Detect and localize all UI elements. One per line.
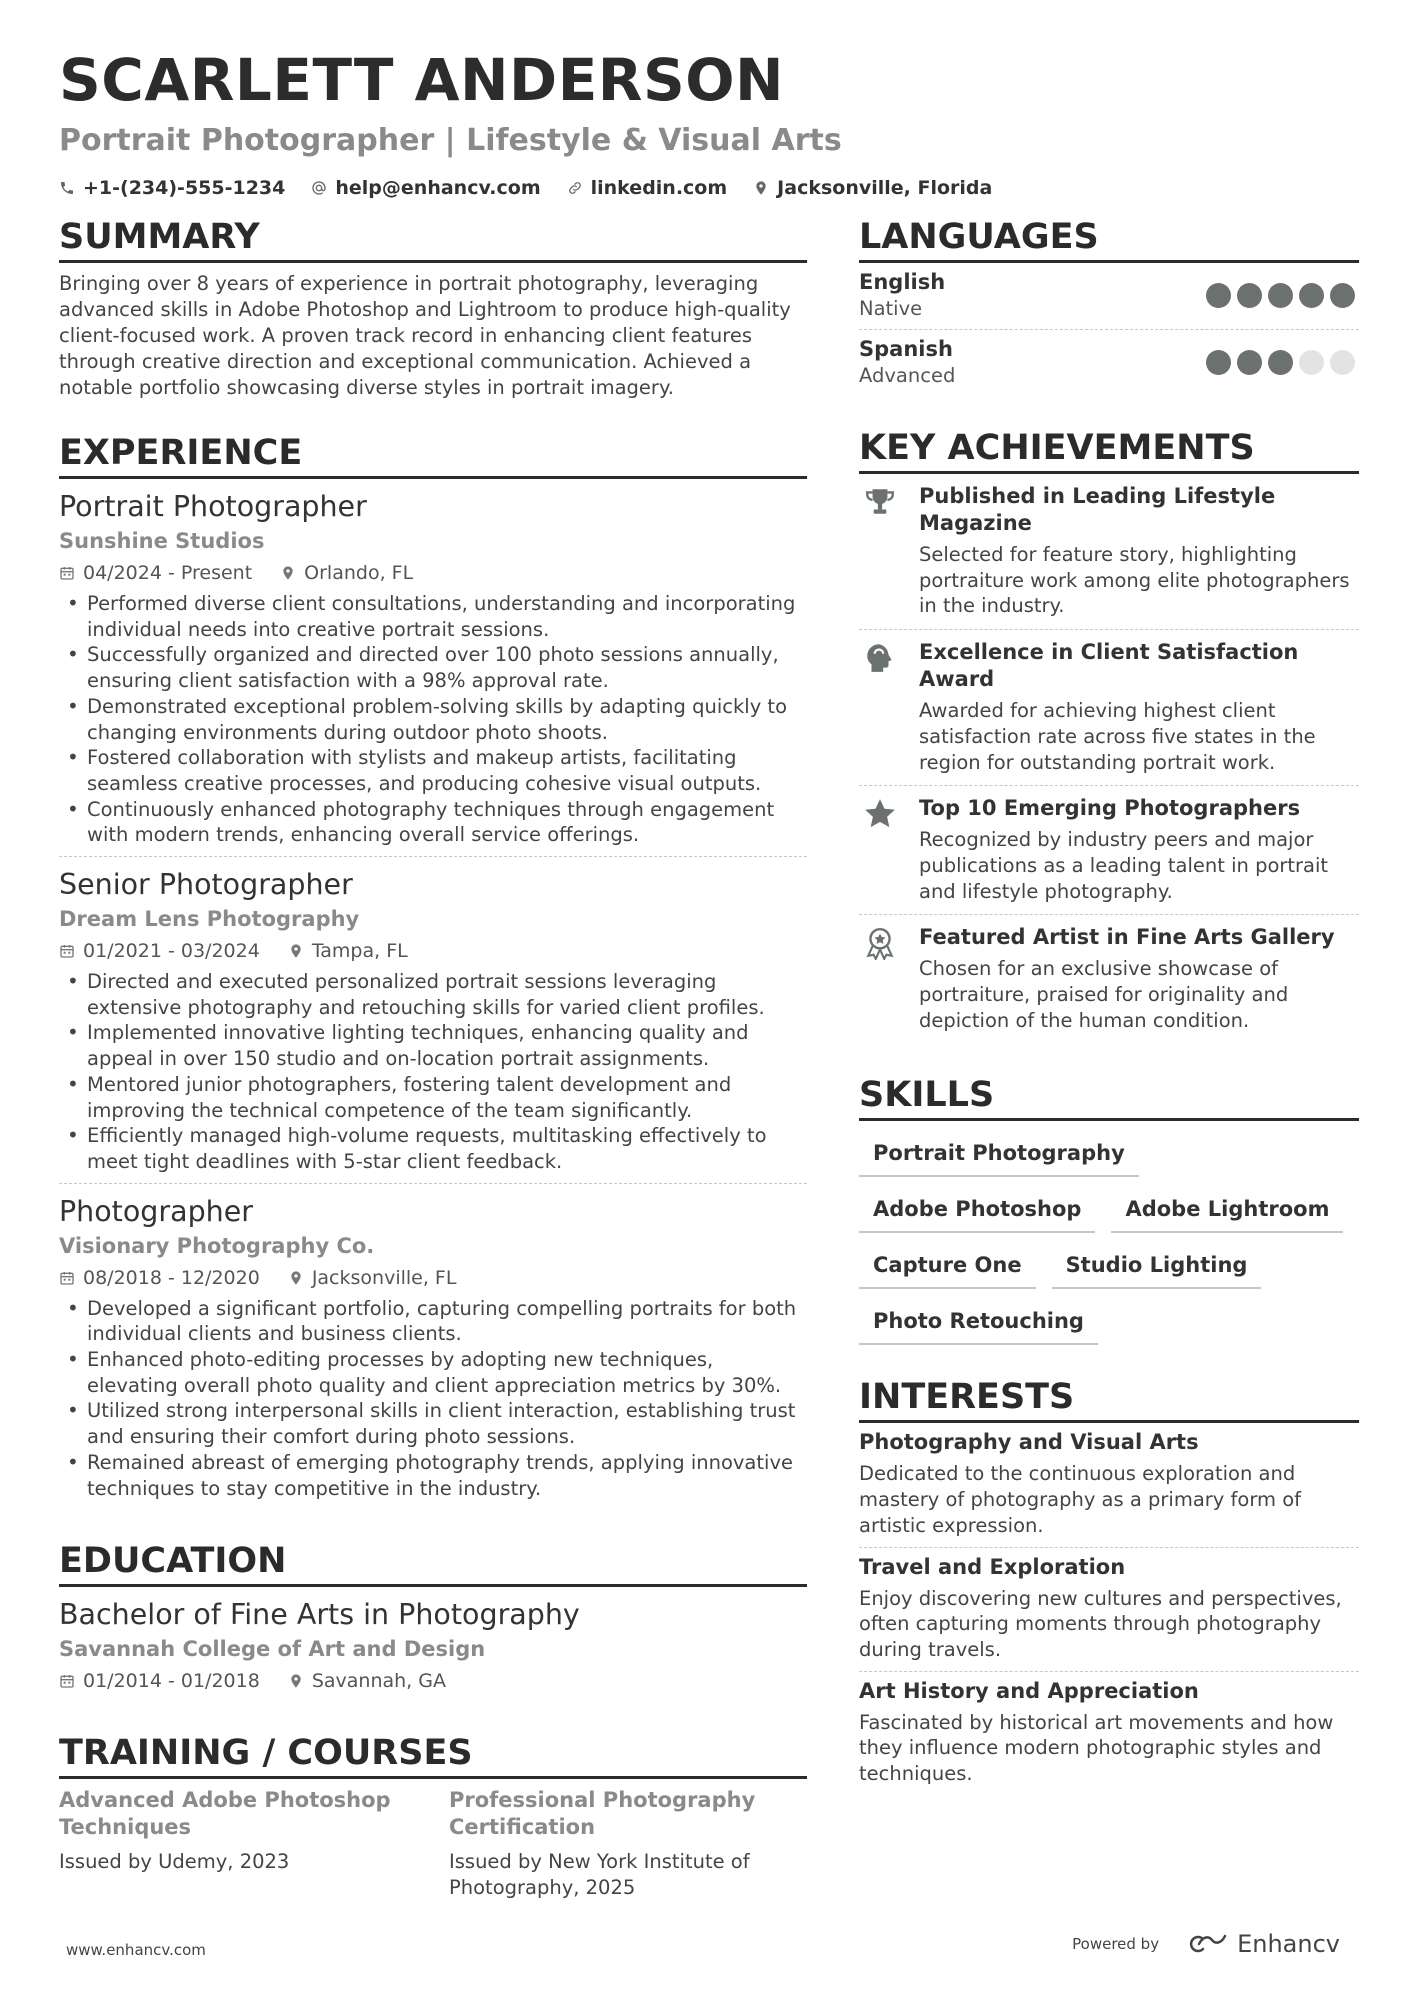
rating-dot	[1299, 350, 1324, 375]
job-location-text: Jacksonville, FL	[311, 1266, 457, 1289]
brand-name: Enhancv	[1237, 1930, 1340, 1958]
achievement-desc: Chosen for an exclusive showcase of portraiture, praised for originality and depiction of the human condition.	[919, 957, 1289, 1032]
job-dates-text: 04/2024 - Present	[83, 562, 253, 584]
rating-dot	[1206, 283, 1231, 308]
job-dates	[59, 939, 260, 963]
candidate-name: SCARLETT ANDERSON	[59, 46, 785, 114]
job-entry	[59, 856, 807, 1183]
trophy-icon	[859, 483, 901, 619]
education-location	[288, 1669, 446, 1693]
linkedin-text: linkedin.com	[590, 177, 728, 199]
rating-dot	[1268, 283, 1293, 308]
interest-list	[859, 1423, 1359, 1794]
job-company: Sunshine Studios	[59, 529, 265, 553]
interest-title: Travel and Exploration	[859, 1554, 1126, 1579]
course-item	[449, 1787, 807, 1900]
job-role: Photographer	[59, 1194, 253, 1228]
candidate-title: Portrait Photographer | Lifestyle & Visual Arts	[59, 123, 842, 158]
achievement-item	[859, 785, 1359, 914]
powered-by-text: Powered by	[1072, 1935, 1160, 1953]
job-role: Senior Photographer	[59, 868, 353, 902]
rating-dot	[1268, 350, 1293, 375]
job-bullet: • Demonstrated exceptional problem-solving skills by adapting quickly to changing environments during outdoor photo shoots.	[59, 694, 807, 745]
section-title-experience: EXPERIENCE	[59, 431, 807, 479]
achievement-title: Top 10 Emerging Photographers	[919, 796, 1301, 821]
interest-item	[859, 1547, 1359, 1671]
job-bullet: • Mentored junior photographers, fostering talent development and improving the technical competence of the team significantly.	[59, 1072, 807, 1123]
achievements-section	[859, 426, 1359, 1043]
award-ribbon-icon	[859, 924, 901, 1033]
right-column	[859, 215, 1359, 1825]
training-section	[59, 1731, 807, 1900]
location-pin-icon	[280, 565, 296, 581]
school-name: Savannah College of Art and Design	[59, 1637, 486, 1662]
experience-section	[59, 431, 807, 1509]
footer-website[interactable]: www.enhancv.com	[66, 1941, 206, 1959]
job-bullets	[59, 591, 807, 848]
job-meta	[59, 939, 807, 963]
job-bullet: • Performed diverse client consultations, understanding and incorporating individual needs into creative portrait sessions.	[59, 591, 807, 642]
achievement-desc: Awarded for achieving highest client satisfaction rate across five states in the region for outstanding portrait work.	[919, 699, 1316, 774]
language-rating	[1206, 350, 1355, 375]
calendar-icon	[59, 943, 75, 959]
course-item	[59, 1787, 417, 1900]
skill-tag: Adobe Lightroom	[1111, 1191, 1343, 1233]
calendar-icon	[59, 565, 75, 581]
section-title-training: TRAINING / COURSES	[59, 1731, 807, 1779]
location-text: Jacksonville, Florida	[777, 177, 993, 199]
job-bullet: • Remained abreast of emerging photography trends, applying innovative techniques to stay competitive in the industry.	[59, 1450, 807, 1501]
job-dates	[59, 561, 252, 585]
rating-dot	[1330, 350, 1355, 375]
section-title-achievements: KEY ACHIEVEMENTS	[859, 426, 1359, 474]
interest-item	[859, 1671, 1359, 1795]
job-entry	[59, 1183, 807, 1510]
skills-section	[859, 1073, 1359, 1345]
course-issuer: Issued by New York Institute of Photography, 2025	[449, 1850, 750, 1899]
language-rating	[1206, 283, 1355, 308]
achievement-title: Featured Artist in Fine Arts Gallery	[919, 925, 1335, 950]
job-location-text: Tampa, FL	[311, 940, 408, 963]
job-location	[288, 939, 408, 963]
head-icon	[859, 639, 901, 775]
skill-tag: Adobe Photoshop	[859, 1191, 1095, 1233]
location-pin-icon	[288, 1270, 304, 1286]
contact-bar	[59, 176, 1359, 200]
skill-tag: Studio Lighting	[1052, 1247, 1262, 1289]
email-text: help@enhancv.com	[335, 177, 541, 199]
interest-desc: Dedicated to the continuous exploration and mastery of photography as a primary form of artistic expression.	[859, 1462, 1301, 1537]
job-location	[280, 561, 413, 585]
achievement-item	[859, 914, 1359, 1043]
job-bullets	[59, 1296, 807, 1502]
job-bullet: • Implemented innovative lighting techniques, enhancing quality and appeal in over 150 studio and on-location portrait assignments.	[59, 1020, 807, 1071]
job-meta	[59, 1266, 807, 1290]
summary-section	[59, 215, 807, 401]
interest-desc: Enjoy discovering new cultures and perspectives, often capturing moments through photography during travels.	[859, 1586, 1342, 1661]
language-item	[859, 263, 1359, 329]
achievement-list	[859, 474, 1359, 1043]
achievement-title: Published in Leading Lifestyle Magazine	[919, 484, 1276, 535]
location-pin-icon	[288, 1673, 304, 1689]
section-title-skills: SKILLS	[859, 1073, 1359, 1121]
achievement-desc: Selected for feature story, highlighting portraiture work among elite photographers in the industry.	[919, 543, 1350, 618]
course-list	[59, 1787, 807, 1900]
education-meta	[59, 1669, 807, 1693]
languages-section	[859, 215, 1359, 396]
job-location-text: Orlando, FL	[304, 562, 414, 584]
calendar-icon	[59, 1270, 75, 1286]
footer-branding	[1072, 1930, 1340, 1958]
job-location	[288, 1266, 457, 1290]
rating-dot	[1206, 350, 1231, 375]
interest-title: Photography and Visual Arts	[859, 1430, 1199, 1455]
at-icon	[311, 180, 327, 196]
interest-desc: Fascinated by historical art movements and how they influence modern photographic styles and techniques.	[859, 1710, 1334, 1786]
job-bullet: • Efficiently managed high-volume requests, multitasking effectively to meet tight deadlines with 5-star client feedback.	[59, 1123, 807, 1174]
education-section	[59, 1539, 807, 1701]
job-bullet: • Fostered collaboration with stylists and makeup artists, facilitating seamless creative processes, and producing cohesive visual outputs.	[59, 745, 807, 796]
job-dates	[59, 1266, 260, 1290]
interests-section	[859, 1375, 1359, 1794]
achievement-title: Excellence in Client Satisfaction Award	[919, 640, 1299, 692]
contact-email[interactable]	[311, 176, 540, 200]
rating-dot	[1237, 350, 1262, 375]
contact-phone[interactable]	[59, 176, 285, 200]
skill-tag: Photo Retouching	[859, 1303, 1098, 1345]
language-level: Native	[859, 297, 923, 320]
brand-logo[interactable]	[1185, 1930, 1340, 1958]
phone-text: +1-(234)-555-1234	[83, 177, 286, 199]
language-list	[859, 263, 1359, 396]
job-company: Visionary Photography Co.	[59, 1233, 375, 1258]
job-bullet: • Directed and executed personalized portrait sessions leveraging extensive photography and retouching skills for varied client profiles.	[59, 969, 807, 1020]
skill-tag: Capture One	[859, 1247, 1036, 1289]
calendar-icon	[59, 1673, 75, 1689]
degree-name: Bachelor of Fine Arts in Photography	[59, 1598, 580, 1632]
language-item	[859, 329, 1359, 396]
language-name: Spanish	[859, 337, 953, 361]
job-meta	[59, 561, 807, 585]
resume-header	[59, 44, 1359, 200]
job-bullet: • Successfully organized and directed over 100 photo sessions annually, ensuring client satisfaction with a 98% approval rate.	[59, 642, 807, 693]
rating-dot	[1237, 283, 1262, 308]
section-title-languages: LANGUAGES	[859, 215, 1359, 263]
job-dates-text: 08/2018 - 12/2020	[83, 1266, 260, 1289]
skill-tag: Portrait Photography	[859, 1135, 1139, 1177]
contact-location	[753, 176, 992, 200]
education-entry	[59, 1587, 807, 1701]
link-icon	[567, 180, 583, 196]
course-title: Advanced Adobe Photoshop Techniques	[59, 1788, 391, 1840]
enhancv-logo-icon	[1185, 1933, 1229, 1955]
job-list	[59, 479, 807, 1509]
skill-list	[859, 1135, 1359, 1345]
left-column	[59, 215, 807, 1931]
job-dates-text: 01/2021 - 03/2024	[83, 940, 260, 963]
job-role: Portrait Photographer	[59, 490, 367, 523]
section-title-interests: INTERESTS	[859, 1375, 1359, 1423]
achievement-desc: Recognized by industry peers and major publications as a leading talent in portrait and lifestyle photography.	[919, 828, 1329, 903]
education-dates-text: 01/2014 - 01/2018	[83, 1670, 260, 1693]
phone-icon	[59, 180, 75, 196]
rating-dot	[1299, 283, 1324, 308]
job-bullets	[59, 969, 807, 1175]
location-pin-icon	[288, 943, 304, 959]
section-title-education: EDUCATION	[59, 1539, 807, 1587]
job-bullet: • Developed a significant portfolio, capturing compelling portraits for both individual clients and business clients.	[59, 1296, 807, 1347]
course-issuer: Issued by Udemy, 2023	[59, 1850, 290, 1874]
job-company: Dream Lens Photography	[59, 907, 360, 932]
education-dates	[59, 1669, 260, 1693]
job-bullet: • Continuously enhanced photography techniques through engagement with modern trends, enhancing overall service offerings.	[59, 797, 807, 848]
contact-linkedin[interactable]	[567, 176, 728, 200]
language-level: Advanced	[859, 364, 956, 387]
course-title: Professional Photography Certification	[449, 1788, 756, 1840]
achievement-item	[859, 629, 1359, 785]
interest-title: Art History and Appreciation	[859, 1678, 1199, 1703]
rating-dot	[1330, 283, 1355, 308]
job-bullet: • Enhanced photo-editing processes by adopting new techniques, elevating overall photo quality and client appreciation metrics by 30%.	[59, 1347, 807, 1398]
section-title-summary: SUMMARY	[59, 215, 807, 263]
location-pin-icon	[753, 180, 769, 196]
language-name: English	[859, 270, 946, 294]
job-bullet: • Utilized strong interpersonal skills in client interaction, establishing trust and ensuring their comfort during photo sessions.	[59, 1398, 807, 1449]
job-entry	[59, 479, 807, 856]
star-icon	[859, 795, 901, 904]
achievement-item	[859, 474, 1359, 629]
summary-text: Bringing over 8 years of experience in portrait photography, leveraging advanced skills in Adobe Photoshop and Lightroom to produce high-quality client-focused work. A proven track record in enhancing client features through creative direction and exceptional communication. Achieved a notable portfolio showcasing diverse styles in portrait imagery.	[59, 272, 791, 399]
education-location-text: Savannah, GA	[311, 1670, 446, 1693]
interest-item	[859, 1423, 1359, 1546]
